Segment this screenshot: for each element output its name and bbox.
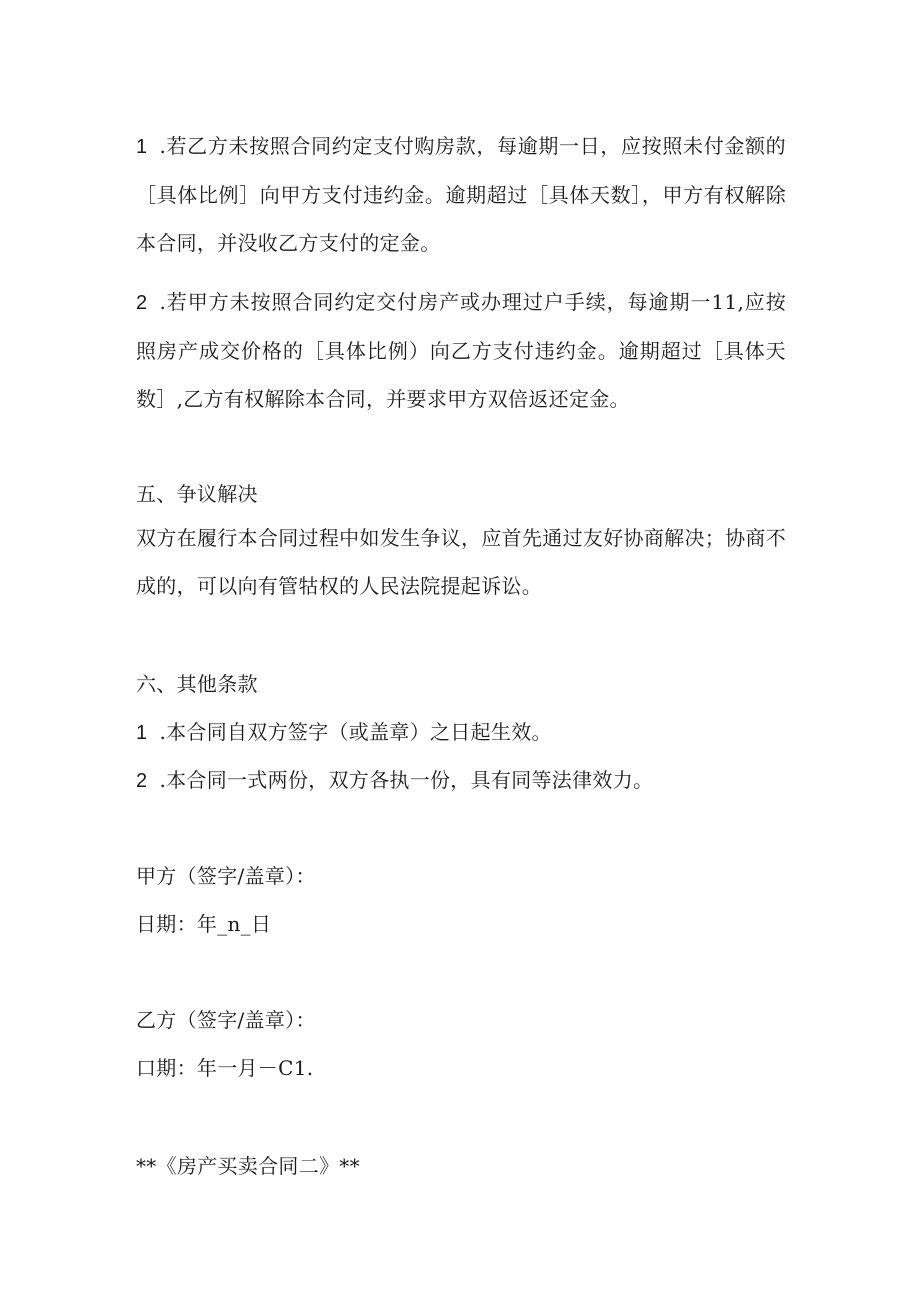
breach-clause-1 [136,122,786,267]
clause-text: .若乙方未按照合同约定支付购房款，每逾期一日，应按照未付金额的［具体比例］向甲方支付违约金。逾期超过［具体天数］，甲方有权解除本合同，并没收乙方支付的定金。 [136,134,786,255]
party-a-signature-label: 甲方（签字/盖章）： [136,864,316,888]
other-term-2 [136,766,653,795]
dispute-body: 双方在履行本合同过程中如发生争议，应首先通过友好协商解决；协商不成的，可以向有管牯权的人民法院提起诉讼。 [136,526,786,598]
next-contract-title: **《房产买卖合同二》** [136,1154,360,1178]
breach-clause-2 [136,278,786,423]
section-heading-dispute: 五、争议解决 [136,482,258,506]
section-heading-other-terms: 六、其他条款 [136,672,258,696]
term-number: 1 [136,722,148,744]
term-number: 2 [136,770,148,792]
term-text: .本合同自双方签字（或盖章）之日起生效。 [159,720,552,744]
other-term-1 [136,718,552,747]
party-b-date: 口期：年一月－C1. [136,1056,314,1080]
clause-text: .若甲方未按照合同约定交付房产或办理过户手续，每逾期一11,应按照房产成交价格的［具体比例）向乙方支付违约金。逾期超过［具体天数］,乙方有权解除本合同，并要求甲方双倍返还定金。 [136,290,786,411]
clause-number: 2 [136,292,148,314]
term-text: .本合同一式两份，双方各执一份，具有同等法律效力。 [159,768,654,792]
clause-number: 1 [136,136,148,158]
party-b-signature-label: 乙方（签字/盖章）： [136,1008,316,1032]
party-a-date: 日期：年_n_日 [136,912,272,936]
